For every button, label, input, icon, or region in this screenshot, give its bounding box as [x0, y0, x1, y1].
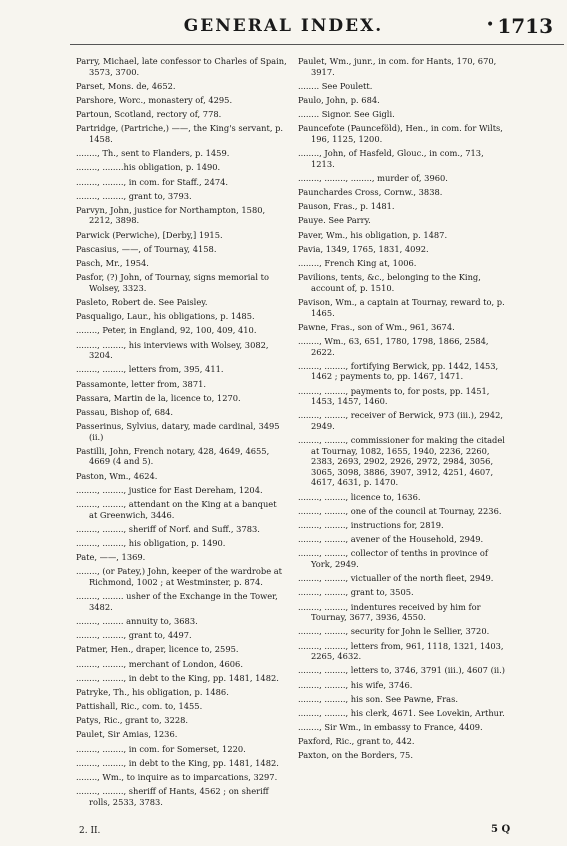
index-entry: Patys, Ric., grant to, 3228. — [76, 715, 189, 726]
index-entry: Patryke, Th., his obligation, p. 1486. — [76, 686, 229, 697]
index-entry: ........, ........, instructions for, 2819. — [298, 520, 444, 531]
page-header — [0, 0, 567, 46]
index-entry: ........, Sir Wm., in embassy to France, 4409. — [298, 722, 483, 733]
page-number: 1713 — [497, 14, 553, 38]
index-entry: ........, ........, his clerk, 4671. See Lovekin, Arthur. — [298, 707, 505, 718]
index-entry: Pastilli, John, French notary, 428, 4649, 4655, 4669 (4 and 5). — [76, 445, 270, 467]
index-entry: ........, ........, merchant of London, 4606. — [76, 658, 243, 669]
index-entry: ........, ........, his son. See Pawne, Fras. — [298, 693, 459, 704]
left-index-column — [76, 56, 287, 811]
index-entry: ........, ........, victualler of the north fleet, 2949. — [298, 573, 494, 584]
index-entry: ........, (or Patey,) John, keeper of the wardrobe at Richmond, 1002 ; at Westminster, p. 874. — [76, 566, 283, 587]
index-entry: ........, ........, commissioner for making the citadel at Tournay, 1082, 1655, 1940, 2236, 2260, 2383, 2693, 2902, 2926, 2972, 2984, 3056, 3065, 3098, 3886, 3907, 3912, 4251, 4607, 4617, 4631, p. 1470. — [298, 435, 505, 488]
index-entry: Parry, Michael, late confessor to Charles of Spain, 3573, 3700. — [76, 56, 287, 77]
index-entry: Patmer, Hen., draper, licence to, 2595. — [76, 644, 239, 655]
index-entry: ........, ........, indentures received by him for Tournay, 3677, 3936, 4550. — [298, 601, 481, 623]
index-entry: Passerinus, Sylvius, datary, made cardinal, 3495 (ii.) — [76, 421, 280, 442]
index-entry: ........, ........, in com. for Staff., 2474. — [76, 176, 229, 187]
index-entry: ........, ........, receiver of Berwick, 973 (iii.), 2942, 2949. — [298, 410, 503, 431]
index-entry: ........, ........, in com. for Somerset, 1220. — [76, 743, 246, 754]
index-entry: Passamonte, letter from, 3871. — [76, 378, 207, 389]
gathering-signature: 5 Q — [491, 824, 511, 835]
index-entry: Pauncefote (Paunceföld), Hen., in com. for Wilts, 196, 1125, 1200. — [298, 123, 503, 144]
index-entry: Pavison, Wm., a captain at Tournay, reward to, p. 1465. — [298, 297, 505, 318]
index-entry: ........ See Poulett. — [298, 80, 373, 91]
index-entry: Parset, Mons. de, 4652. — [76, 80, 176, 91]
volume-signature: 2. II. — [79, 826, 101, 836]
index-entry: ........, ........, his wife, 3746. — [298, 679, 413, 690]
index-entry: ........, ........ annuity to, 3683. — [76, 615, 198, 626]
index-entry: ........, ........, grant to, 3505. — [298, 587, 414, 598]
index-entry: ........, Th., sent to Flanders, p. 1459. — [76, 148, 230, 159]
index-entry: Paulet, Wm., junr., in com. for Hants, 170, 670, 3917. — [298, 56, 497, 77]
index-entry: Pasqualigo, Laur., his obligations, p. 1485. — [76, 311, 255, 322]
index-entry: Pauye. See Parry. — [298, 215, 371, 226]
index-entry: ........, ........, letters from, 961, 1118, 1321, 1403, 2265, 4632. — [298, 640, 504, 662]
index-entry: Pasch, Mr., 1954. — [76, 258, 149, 269]
index-entry: Pasleto, Robert de. See Paisley. — [76, 297, 208, 307]
index-entry: Paver, Wm., his obligation, p. 1487. — [298, 229, 448, 240]
index-entry: ........, ........, licence to, 1636. — [298, 491, 421, 502]
index-entry: ........, ........, grant to, 3793. — [76, 190, 192, 201]
index-entry: Paunchardes Cross, Cornw., 3838. — [298, 187, 443, 198]
index-entry: ........, ........, fortifying Berwick, pp. 1442, 1453, 1462 ; payments to, pp. 1467, 1471. — [298, 360, 499, 382]
index-entry: Parvyn, John, justice for Northampton, 1580, 2212, 3898. — [76, 204, 266, 226]
index-entry: Paxton, on the Borders, 75. — [298, 750, 413, 761]
index-entry: ........, French King at, 1006. — [298, 258, 417, 269]
index-entry: Paulet, Sir Amias, 1236. — [76, 729, 178, 740]
index-entry: Pattishall, Ric., com. to, 1455. — [76, 701, 203, 712]
index-entry: ........, ........, his obligation, p. 1490. — [76, 538, 226, 548]
index-entry: ........, John, of Hasfeld, Glouc., in com., 713, 1213. — [298, 148, 484, 169]
index-entry: Pavilions, tents, &c., belonging to the King, account of, p. 1510. — [298, 272, 481, 293]
index-entry: ........, Wm., to inquire as to imparcations, 3297. — [76, 772, 278, 782]
index-entry: ........, ........, sheriff of Hants, 4562 ; on sheriff rolls, 2533, 3783. — [76, 786, 269, 807]
right-index-column — [298, 56, 509, 765]
index-entry: Parshore, Worc., monastery of, 4295. — [76, 94, 233, 105]
index-entry: ........, ........, sheriff of Norf. and Suff., 3783. — [76, 523, 260, 534]
index-entry: Pasfor, (?) John, of Tournay, signs memorial to Wolsey, 3323. — [76, 272, 269, 293]
index-entry: Passara, Martin de la, licence to, 1270. — [76, 392, 241, 403]
index-entry: ........, ........, avener of the Household, 2949. — [298, 534, 484, 545]
index-entry: ........, ........, security for John le Sellier, 3720. — [298, 626, 490, 637]
index-entry: ........, ........, his interviews with Wolsey, 3082, 3204. — [76, 339, 269, 361]
index-entry: ........, ........, collector of tenths in province of York, 2949. — [298, 548, 488, 569]
index-entry: ........, Peter, in England, 92, 100, 409, 410. — [76, 325, 257, 336]
index-entry: Partridge, (Partriche,) ——, the King's servant, p. 1458. — [76, 123, 284, 144]
index-entry: ........, ........, letters from, 395, 411. — [76, 364, 224, 375]
index-entry: Paston, Wm., 4624. — [76, 470, 158, 481]
index-entry: Paulo, John, p. 684. — [298, 94, 380, 105]
index-entry: ........, ........ usher of the Exchange in the Tower, 3482. — [76, 591, 278, 612]
index-entry: ........, ........, letters to, 3746, 3791 (iii.), 4607 (ii.) — [298, 665, 506, 676]
index-entry: ........ Signor. See Gigli. — [298, 109, 395, 120]
index-entry: Pascasius, ——, of Tournay, 4158. — [76, 243, 217, 254]
index-entry: ........, ........his obligation, p. 1490. — [76, 162, 221, 173]
index-entry: Pate, ——, 1369. — [76, 552, 146, 563]
index-entry: ........, ........, payments to, for posts, pp. 1451, 1453, 1457, 1460. — [298, 385, 490, 407]
index-entry: Pavia, 1349, 1765, 1831, 4092. — [298, 243, 429, 254]
index-entry: Parwick (Perwiche), [Derby,] 1915. — [76, 229, 223, 240]
index-entry: ........, Wm., 63, 651, 1780, 1798, 1866, 2584, 2622. — [298, 335, 489, 357]
index-entry: Pawne, Fras., son of Wm., 961, 3674. — [298, 321, 455, 332]
index-entry: ........, ........, in debt to the King, pp. 1481, 1482. — [76, 757, 279, 768]
index-entry: ........, ........, justice for East Dereham, 1204. — [76, 484, 263, 495]
index-entry: Partoun, Scotland, rectory of, 778. — [76, 109, 222, 120]
index-entry: ........, ........, grant to, 4497. — [76, 630, 192, 641]
header-rule — [70, 44, 564, 45]
header-bullet: • — [486, 17, 495, 33]
index-entry: ........, ........, one of the council at Tournay, 2236. — [298, 505, 502, 516]
index-entry: Paxford, Ric., grant to, 442. — [298, 736, 415, 747]
index-entry: Pauson, Fras., p. 1481. — [298, 201, 395, 212]
index-entry: Passau, Bishop of, 684. — [76, 406, 174, 417]
running-title: GENERAL INDEX. — [183, 16, 384, 36]
index-entry: ........, ........, attendant on the King at a banquet at Greenwich, 3446. — [76, 499, 277, 520]
index-entry: ........, ........, ........, murder of, 3960. — [298, 172, 448, 183]
index-entry: ........, ........, in debt to the King, pp. 1481, 1482. — [76, 672, 279, 683]
